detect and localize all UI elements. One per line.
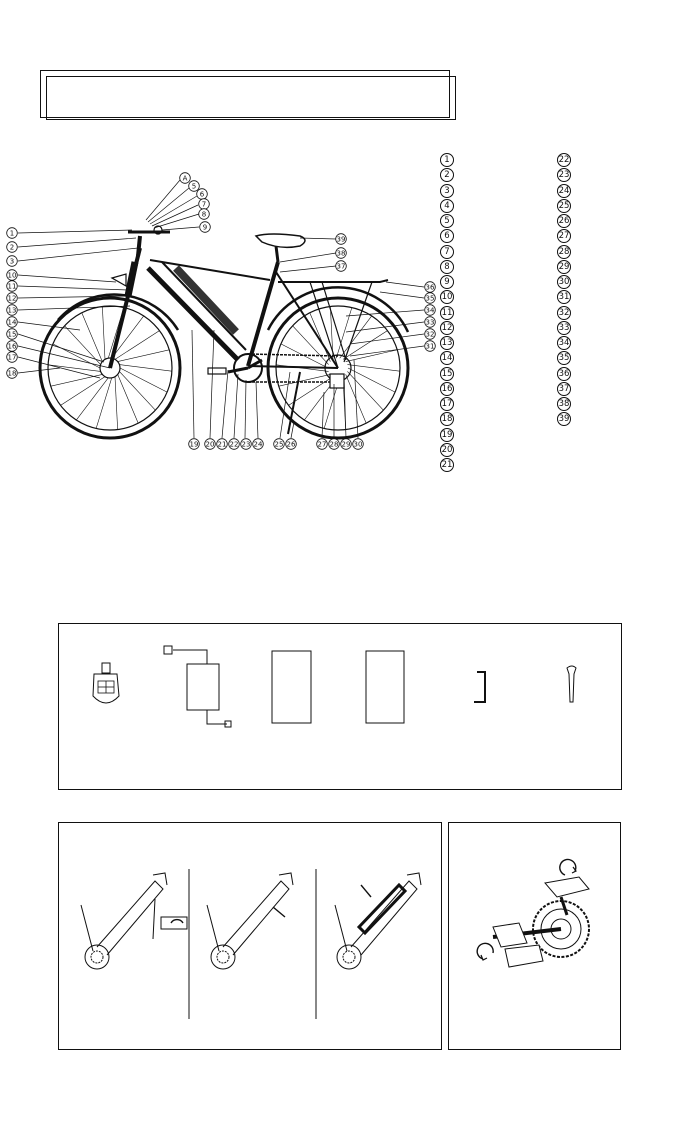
callout-label: 6 [199,190,205,199]
legend-number: 7 [440,245,454,259]
legend-item [440,260,454,274]
title-frame [40,70,450,118]
legend-number: 21 [441,460,453,470]
callout-label: 11 [7,282,17,291]
spoke [119,365,172,372]
legend-number: 24 [558,185,570,196]
legend-item [557,229,571,243]
legend-number: 8 [440,260,454,274]
legend-number: 35 [558,353,570,364]
legend-item [557,306,571,320]
battery-steps-illustration [59,823,441,1049]
legend-number: 14 [441,353,453,364]
callout-label: 39 [336,235,346,244]
callout-label: 29 [341,440,351,449]
callout-label: 8 [201,210,207,219]
key-icon [93,663,119,703]
legend-number: 13 [441,338,453,348]
legend-item [557,397,571,411]
callout-label: 34 [425,306,435,315]
callout-label: 25 [274,440,284,449]
legend-item [440,412,454,426]
manual-1-icon [272,651,311,723]
wrench-icon [567,666,576,702]
callout-label: 24 [253,440,263,449]
legend-item [557,260,571,274]
spoke [76,378,108,420]
legend-item [557,199,571,213]
legend-number: 17 [441,399,453,409]
callout-label: 16 [7,342,17,351]
callout-label: 1 [9,229,15,238]
callout-label: A [182,174,188,183]
legend-item [440,168,454,182]
legend-number: 36 [558,368,570,379]
legend-item [440,367,454,381]
legend-number: 9 [440,275,454,289]
callout-label: 9 [202,223,208,232]
legend-number: 29 [558,261,570,272]
legend-item [557,153,571,167]
callout-label: 33 [425,318,435,327]
callout-label: 27 [317,440,327,449]
spoke [118,374,139,423]
legend-number: 23 [558,170,570,181]
manual-2-icon [366,651,404,723]
callout-label: 13 [7,306,17,315]
callout-label: 10 [7,271,17,280]
legend-item [440,321,454,335]
legend-item [440,229,454,243]
legend-number: 37 [558,383,570,394]
legend-item [557,214,571,228]
legend-item [557,336,571,350]
legend-number: 5 [440,214,454,228]
spoke [279,374,331,386]
legend-number: 39 [558,414,570,425]
callout-label: 35 [425,294,435,303]
callout-label: 3 [9,257,15,266]
callout-label: 26 [286,440,296,449]
legend-number: 2 [440,168,454,182]
legend-number: 27 [558,231,570,242]
legend-number: 30 [558,277,570,287]
spoke [340,316,372,358]
legend-number: 19 [441,429,453,440]
legend-number: 4 [440,199,454,213]
legend-item [557,168,571,182]
legend-item [440,382,454,396]
legend-item [557,351,571,365]
legend-number: 34 [558,338,570,348]
callout-label: 14 [7,318,17,327]
legend-item [557,321,571,335]
parts-legend [438,153,608,483]
callout-label: 28 [329,440,339,449]
callout-label: 19 [189,440,199,449]
legend-item [557,275,571,289]
callout-label: 20 [205,440,215,449]
pedal-installation-panel [448,822,621,1050]
spoke [336,308,352,359]
callout-label: 17 [7,353,17,362]
bicycle-diagram-icon [0,150,440,460]
callout-label: 38 [336,249,346,258]
legend-number: 32 [558,307,570,318]
legend-item [440,428,454,442]
legend-number: 33 [558,322,570,333]
legend-number: 28 [558,246,570,257]
spoke [96,378,112,429]
legend-item [440,306,454,320]
callout-label: 21 [217,440,227,449]
legend-number: 11 [441,307,453,318]
callout-label: 32 [425,330,435,339]
callout-label: 5 [191,182,197,191]
legend-item [440,245,454,259]
legend-item [440,351,454,365]
legend-item [440,153,454,167]
legend-number: 10 [441,292,453,303]
legend-item [440,214,454,228]
legend-item [440,199,454,213]
battery-step-3 [335,873,421,969]
legend-item [440,275,454,289]
legend-item [557,290,571,304]
legend-item [440,290,454,304]
callout-label: 30 [353,440,363,449]
callout-label: 2 [9,243,15,252]
legend-number: 18 [441,414,453,425]
accessories-illustration [59,624,621,789]
callout-label: 18 [7,369,17,378]
callout-label: 31 [425,342,435,351]
legend-item [440,458,454,472]
legend-item [440,184,454,198]
legend-number: 16 [441,383,453,394]
legend-number: 25 [558,200,570,211]
pedal-icon [449,823,620,1049]
spoke [118,350,170,362]
legend-item [440,336,454,350]
legend-item [557,184,571,198]
spoke [82,313,103,362]
spoke [115,377,118,430]
legend-item [440,397,454,411]
accessories-panel [58,623,622,790]
hex-key-icon [474,672,485,702]
charger-icon [164,646,231,727]
legend-item [557,412,571,426]
legend-number: 6 [440,229,454,243]
legend-item [440,443,454,457]
callout-label: 22 [229,440,239,449]
spoke [310,313,331,362]
legend-item [557,382,571,396]
spoke [102,306,105,359]
spoke [347,365,400,372]
legend-number: 26 [558,216,570,226]
legend-number: 22 [558,155,570,165]
legend-number: 15 [441,368,453,379]
spoke [51,374,103,386]
callout-label: 37 [336,262,346,271]
callout-label: 23 [241,440,251,449]
callout-label: 12 [7,294,17,303]
battery-step-1 [81,873,187,969]
battery-step-2 [207,873,293,969]
battery-installation-panel [58,822,442,1050]
callout-label: 7 [201,200,207,209]
legend-number: 20 [441,444,453,455]
rotate-arrow-icon [477,943,493,959]
legend-item [557,245,571,259]
legend-number: 3 [440,184,454,198]
legend-item [557,367,571,381]
callout-label: 15 [7,330,17,339]
callout-label: 36 [425,283,435,292]
legend-number: 31 [558,292,570,303]
legend-number: 1 [440,153,454,167]
legend-number: 12 [441,322,453,333]
legend-number: 38 [558,399,570,409]
